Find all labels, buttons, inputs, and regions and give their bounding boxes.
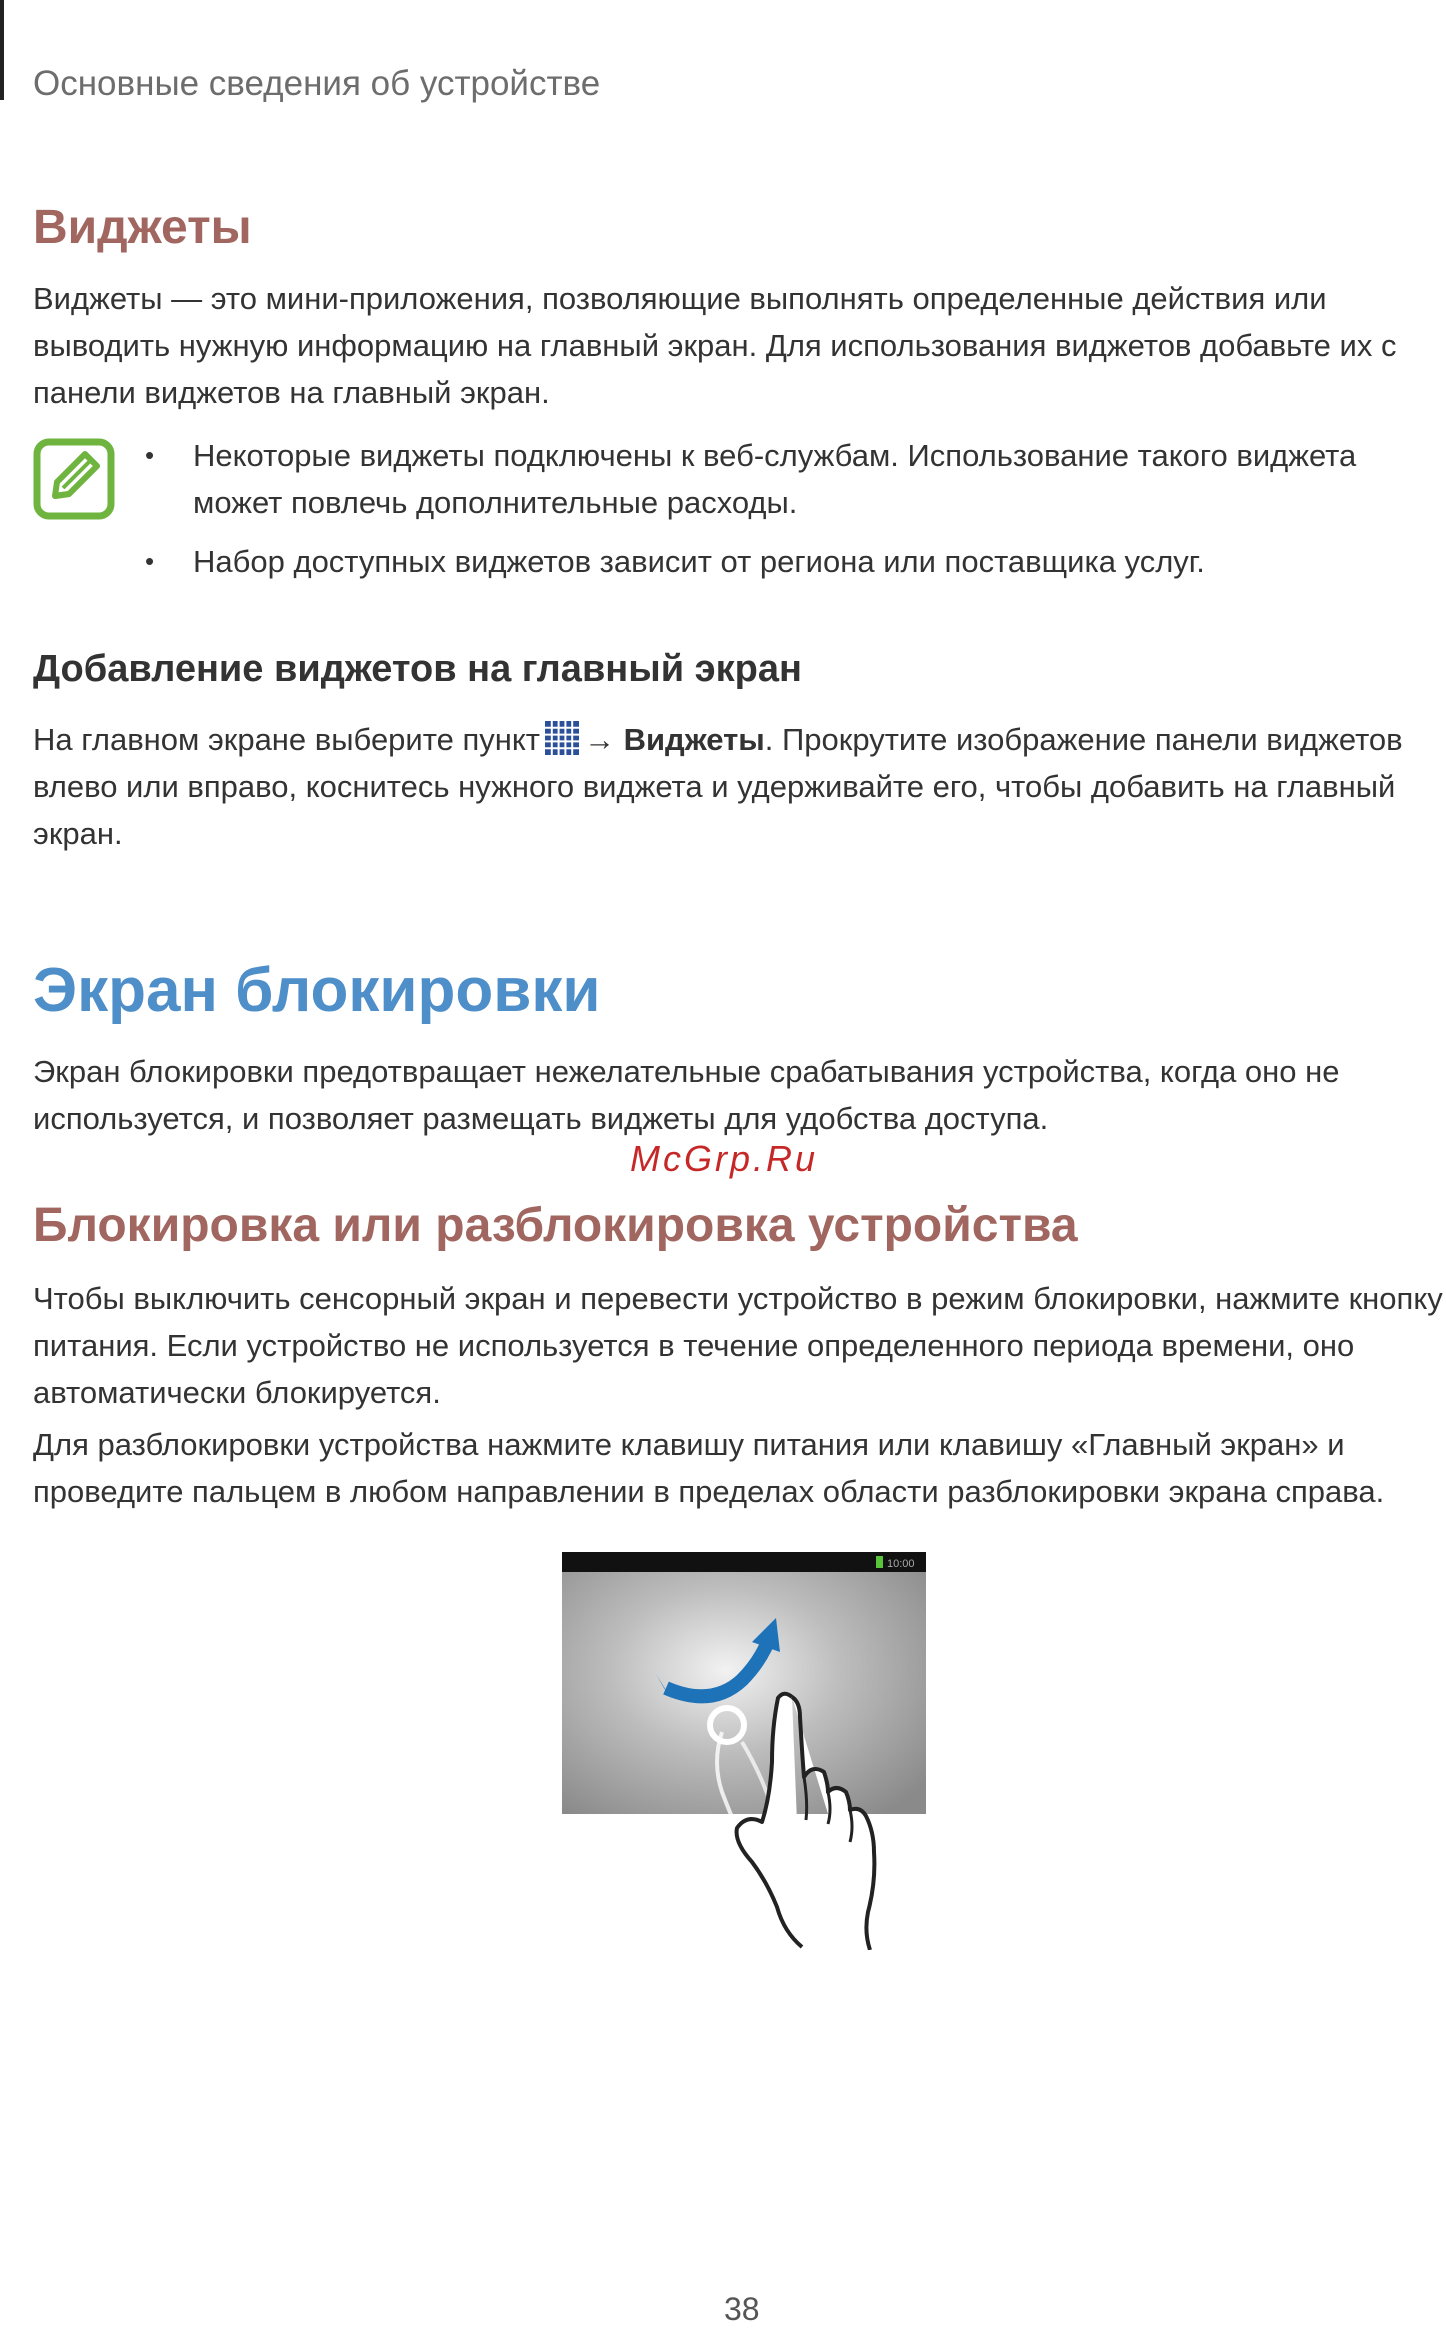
widgets-intro-line-1: Виджеты — это мини-приложения, позволяющие выполнять определенные действия или	[33, 281, 1327, 316]
arrow-symbol: →	[583, 722, 615, 757]
watermark: McGrp.Ru	[630, 1138, 819, 1179]
chapter-title-lock-screen: Экран блокировки	[33, 956, 601, 1025]
status-time: 10:00	[887, 1558, 915, 1570]
widgets-intro	[33, 275, 1443, 416]
lock-p2-line-2: проведите пальцем в любом направлении в пределах области разблокировки экрана справа.	[33, 1474, 1385, 1509]
subsection-title-adding-widgets: Добавление виджетов на главный экран	[33, 648, 802, 690]
note-list	[145, 432, 1445, 597]
page-number: 38	[724, 2291, 760, 2327]
adding-widgets-text	[33, 716, 1443, 857]
note-item	[145, 432, 1445, 526]
lock-intro-line-2: используется, и позволяет размещать виджеты для удобства доступа.	[33, 1101, 1049, 1136]
apps-grid-icon	[544, 720, 580, 756]
lock-p1-line-3: автоматически блокируется.	[33, 1375, 441, 1410]
section-title-widgets: Виджеты	[33, 201, 252, 254]
battery-icon	[876, 1556, 883, 1568]
note-item	[145, 538, 1445, 585]
lock-intro-line-1: Экран блокировки предотвращает нежелательные срабатывания устройства, когда оно не	[33, 1054, 1340, 1089]
unlock-gesture-illustration	[562, 1552, 934, 1950]
adding-line-3: экран.	[33, 816, 123, 851]
section-title-lock-unlock: Блокировка или разблокировка устройства	[33, 1199, 1078, 1252]
lock-unlock-paragraph-1	[33, 1275, 1443, 1416]
widgets-menu-label: Виджеты	[623, 722, 765, 757]
adding-line-2: влево или вправо, коснитесь нужного виджета и удерживайте его, чтобы добавить на главный	[33, 769, 1396, 804]
adding-text-end: . Прокрутите изображение панели виджетов	[764, 722, 1403, 757]
lock-screen-intro	[33, 1048, 1443, 1142]
adding-text-start: На главном экране выберите пункт	[33, 722, 540, 757]
lock-unlock-paragraph-2	[33, 1421, 1443, 1515]
note-text: Набор доступных виджетов зависит от региона или поставщика услуг.	[193, 544, 1205, 579]
note-text: Некоторые виджеты подключены к веб-службам. Использование такого виджета может повлечь дополнительные расходы.	[193, 438, 1357, 520]
running-header: Основные сведения об устройстве	[33, 64, 601, 103]
page-edge-mark	[0, 0, 4, 100]
widgets-intro-line-2: выводить нужную информацию на главный экран. Для использования виджетов добавьте их с	[33, 328, 1397, 363]
lock-p1-line-1: Чтобы выключить сенсорный экран и перевести устройство в режим блокировки, нажмите кнопку	[33, 1281, 1443, 1316]
status-bar	[562, 1552, 926, 1572]
note-icon	[33, 438, 115, 520]
lock-p2-line-1: Для разблокировки устройства нажмите клавишу питания или клавишу «Главный экран» и	[33, 1427, 1345, 1462]
bullet-icon: •	[145, 440, 155, 470]
widgets-intro-line-3: панели виджетов на главный экран.	[33, 375, 550, 410]
lock-p1-line-2: питания. Если устройство не используется в течение определенного периода времени, оно	[33, 1328, 1355, 1363]
adding-line-1	[33, 716, 1443, 763]
bullet-icon: •	[145, 546, 155, 576]
